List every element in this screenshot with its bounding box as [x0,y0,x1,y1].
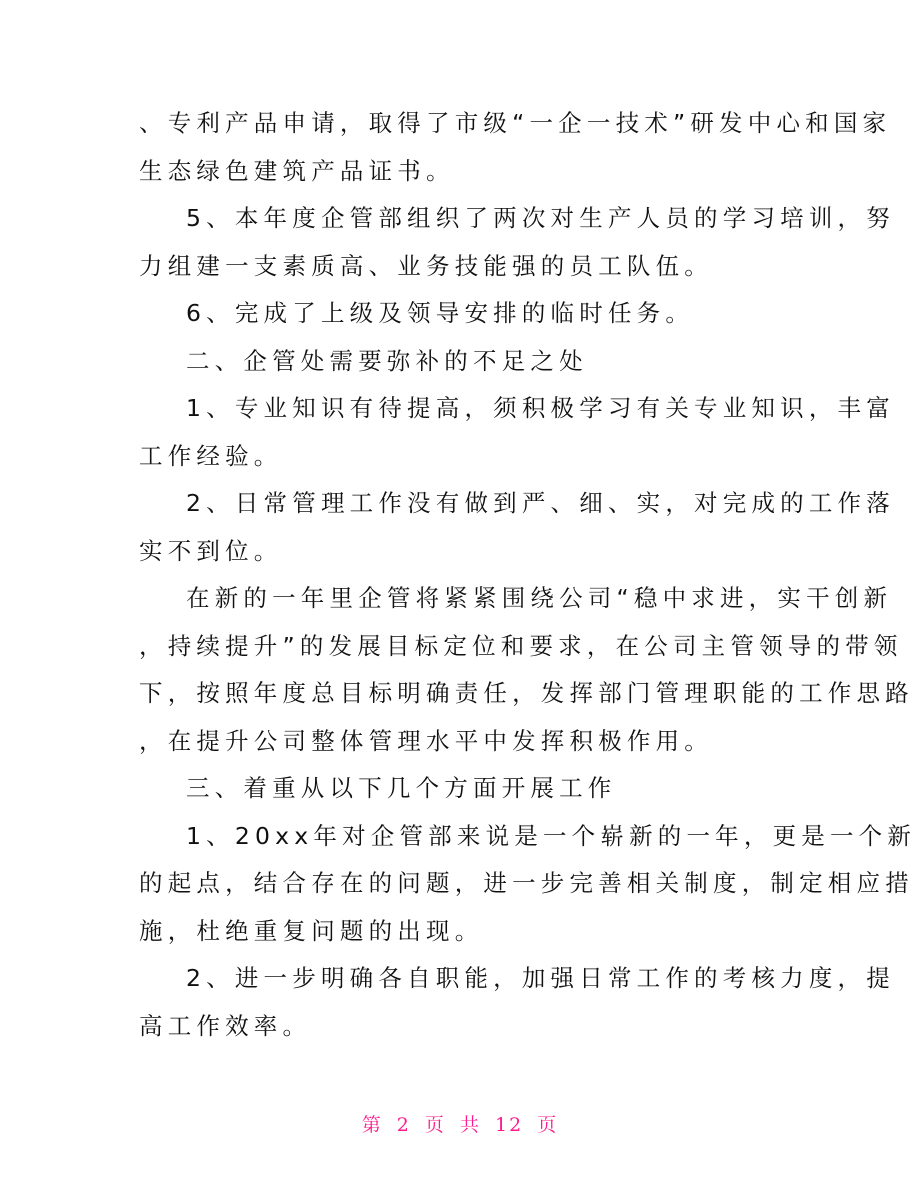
page-number-footer: 第 2 页 共 12 页 [361,1114,559,1136]
text-line: 在新的一年里企管将紧紧围绕公司“稳中求进，实干创新 [186,584,893,612]
text-line: 2、进一步明确各自职能，加强日常工作的考核力度，提 [186,964,895,992]
text-line: 施，杜绝重复问题的出现。 [139,916,484,945]
text-line: ，持续提升”的发展目标定位和要求，在公司主管领导的带领 [139,631,903,660]
document-body [139,100,917,1050]
text-line: 工作经验。 [139,441,283,470]
text-line: 下，按照年度总目标明确责任，发挥部门管理职能的工作思路 [139,679,914,707]
text-line: 生态绿色建筑产品证书。 [139,156,455,185]
text-line: 1、20xx年对企管部来说是一个崭新的一年，更是一个新 [186,821,917,850]
text-line: 2、日常管理工作没有做到严、细、实，对完成的工作落 [186,489,895,517]
text-line: 实不到位。 [139,536,283,565]
text-line: 5、本年度企管部组织了两次对生产人员的学习培训，努 [186,204,895,232]
section-heading: 二、企管处需要弥补的不足之处 [186,346,588,375]
section-heading: 三、着重从以下几个方面开展工作 [186,774,617,802]
text-line: ，在提升公司整体管理水平中发挥积极作用。 [139,726,713,755]
text-line: 的起点，结合存在的问题，进一步完善相关制度，制定相应措 [139,869,914,897]
text-line: 、专利产品申请，取得了市级“一企一技术”研发中心和国家 [139,109,892,137]
text-line: 力组建一支素质高、业务技能强的员工队伍。 [139,251,713,280]
text-line: 高工作效率。 [139,1011,312,1040]
text-line: 1、专业知识有待提高，须积极学习有关专业知识，丰富 [186,394,895,422]
text-line: 6、完成了上级及领导安排的临时任务。 [186,299,695,327]
